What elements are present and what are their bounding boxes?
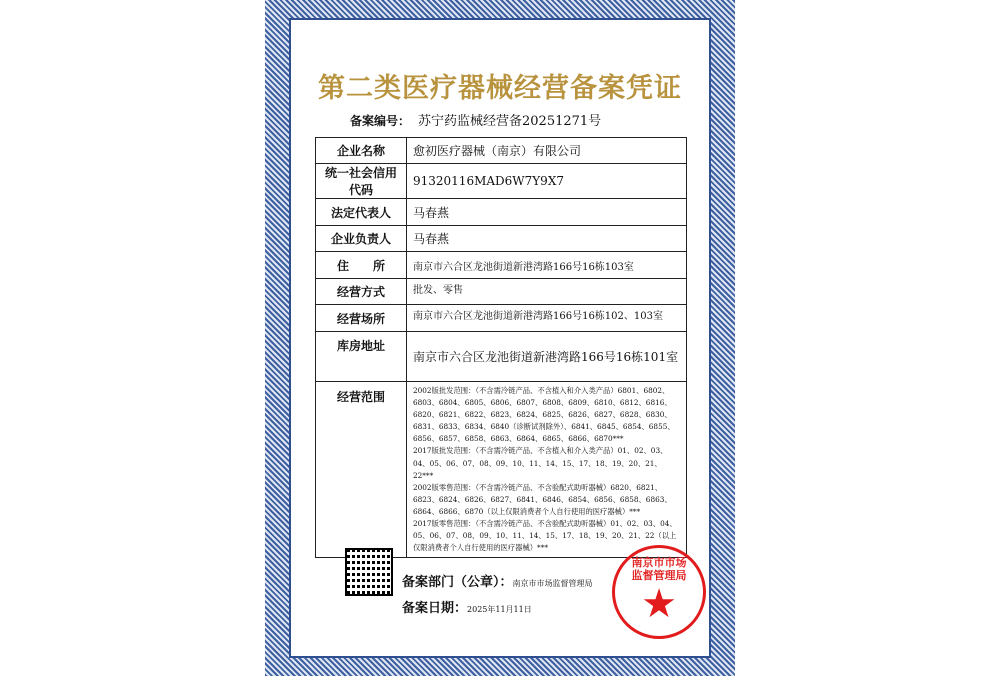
scope-line: 2002版批发范围：（不含需冷链产品、不含植入和介入类产品）6801、6802、6803、6804、6805、6806、6807、6808、6809、6810、6812、6816、6820、6821、6822、6823、6824、6825、6826、6827、6828、6830、6831、6833、6834、6840（诊断试剂除外）、6841、6845、6854、6855、6856、6857、6858、6863、6864、6865、6866、6870*** — [413, 386, 675, 444]
record-number-value: 苏宁药监械经营备20251271号 — [418, 114, 602, 129]
row-label: 库房地址 — [316, 332, 407, 382]
table-row — [316, 199, 687, 226]
scope-line: 2002版零售范围：（不含需冷链产品、不含验配式助听器械）6820、6821、6823、6824、6826、6827、6841、6846、6854、6856、6858、6863、6864、6866、6870（以上仅限消费者个人自行使用的医疗器械）*** — [413, 482, 672, 516]
row-value: 愈初医疗器械（南京）有限公司 — [407, 138, 687, 164]
table-row — [316, 332, 687, 382]
scope-line: 2017版零售范围：（不含需冷链产品、不含验配式助听器械）01、02、03、04、05、06、07、08、09、10、11、14、15、17、18、19、20、21、22（以上仅限消费者个人自行使用的医疗器械）*** — [413, 519, 677, 553]
row-value: 南京市六合区龙池街道新港湾路166号16栋101室 — [407, 332, 687, 382]
official-seal — [612, 545, 706, 639]
filing-department — [402, 571, 593, 590]
star-icon: ★ — [641, 581, 677, 627]
table-row — [316, 226, 687, 252]
row-value: 91320116MAD6W7Y9X7 — [407, 164, 687, 199]
date-value: 2025年11月11日 — [467, 605, 532, 614]
row-label: 统一社会信用代码 — [316, 164, 407, 199]
table-row — [316, 279, 687, 305]
date-label: 备案日期： — [402, 601, 468, 616]
info-table — [315, 137, 687, 558]
scope-value — [407, 382, 687, 558]
table-row — [316, 382, 687, 558]
table-row — [316, 305, 687, 332]
row-label: 法定代表人 — [316, 199, 407, 226]
row-label: 住 所 — [316, 252, 407, 279]
scope-label: 经营范围 — [316, 382, 407, 558]
qr-code — [347, 550, 391, 594]
dept-value: 南京市市场监督管理局 — [512, 579, 593, 588]
table-row — [316, 164, 687, 199]
table-row — [316, 138, 687, 164]
row-value: 批发、零售 — [407, 279, 687, 305]
record-number-label: 备案编号： — [350, 114, 411, 128]
dept-label: 备案部门（公章）： — [402, 575, 513, 590]
row-label: 企业名称 — [316, 138, 407, 164]
row-label: 经营场所 — [316, 305, 407, 332]
record-number — [350, 110, 601, 129]
row-value: 南京市六合区龙池街道新港湾路166号16栋103室 — [407, 252, 687, 279]
seal-text: 南京市市场监督管理局 — [631, 556, 687, 582]
row-value: 南京市六合区龙池街道新港湾路166号16栋102、103室 — [407, 305, 687, 332]
certificate-title: 第二类医疗器械经营备案凭证 — [318, 73, 682, 104]
table-row — [316, 252, 687, 279]
row-value: 马春燕 — [407, 226, 687, 252]
row-label: 经营方式 — [316, 279, 407, 305]
scope-line: 2017版批发范围：（不含需冷链产品、不含植入和介入类产品）01、02、03、04、05、06、07、08、09、10、11、14、15、17、18、19、20、21、22*** — [413, 446, 668, 480]
row-label: 企业负责人 — [316, 226, 407, 252]
row-value: 马春燕 — [407, 199, 687, 226]
filing-date — [402, 597, 532, 616]
